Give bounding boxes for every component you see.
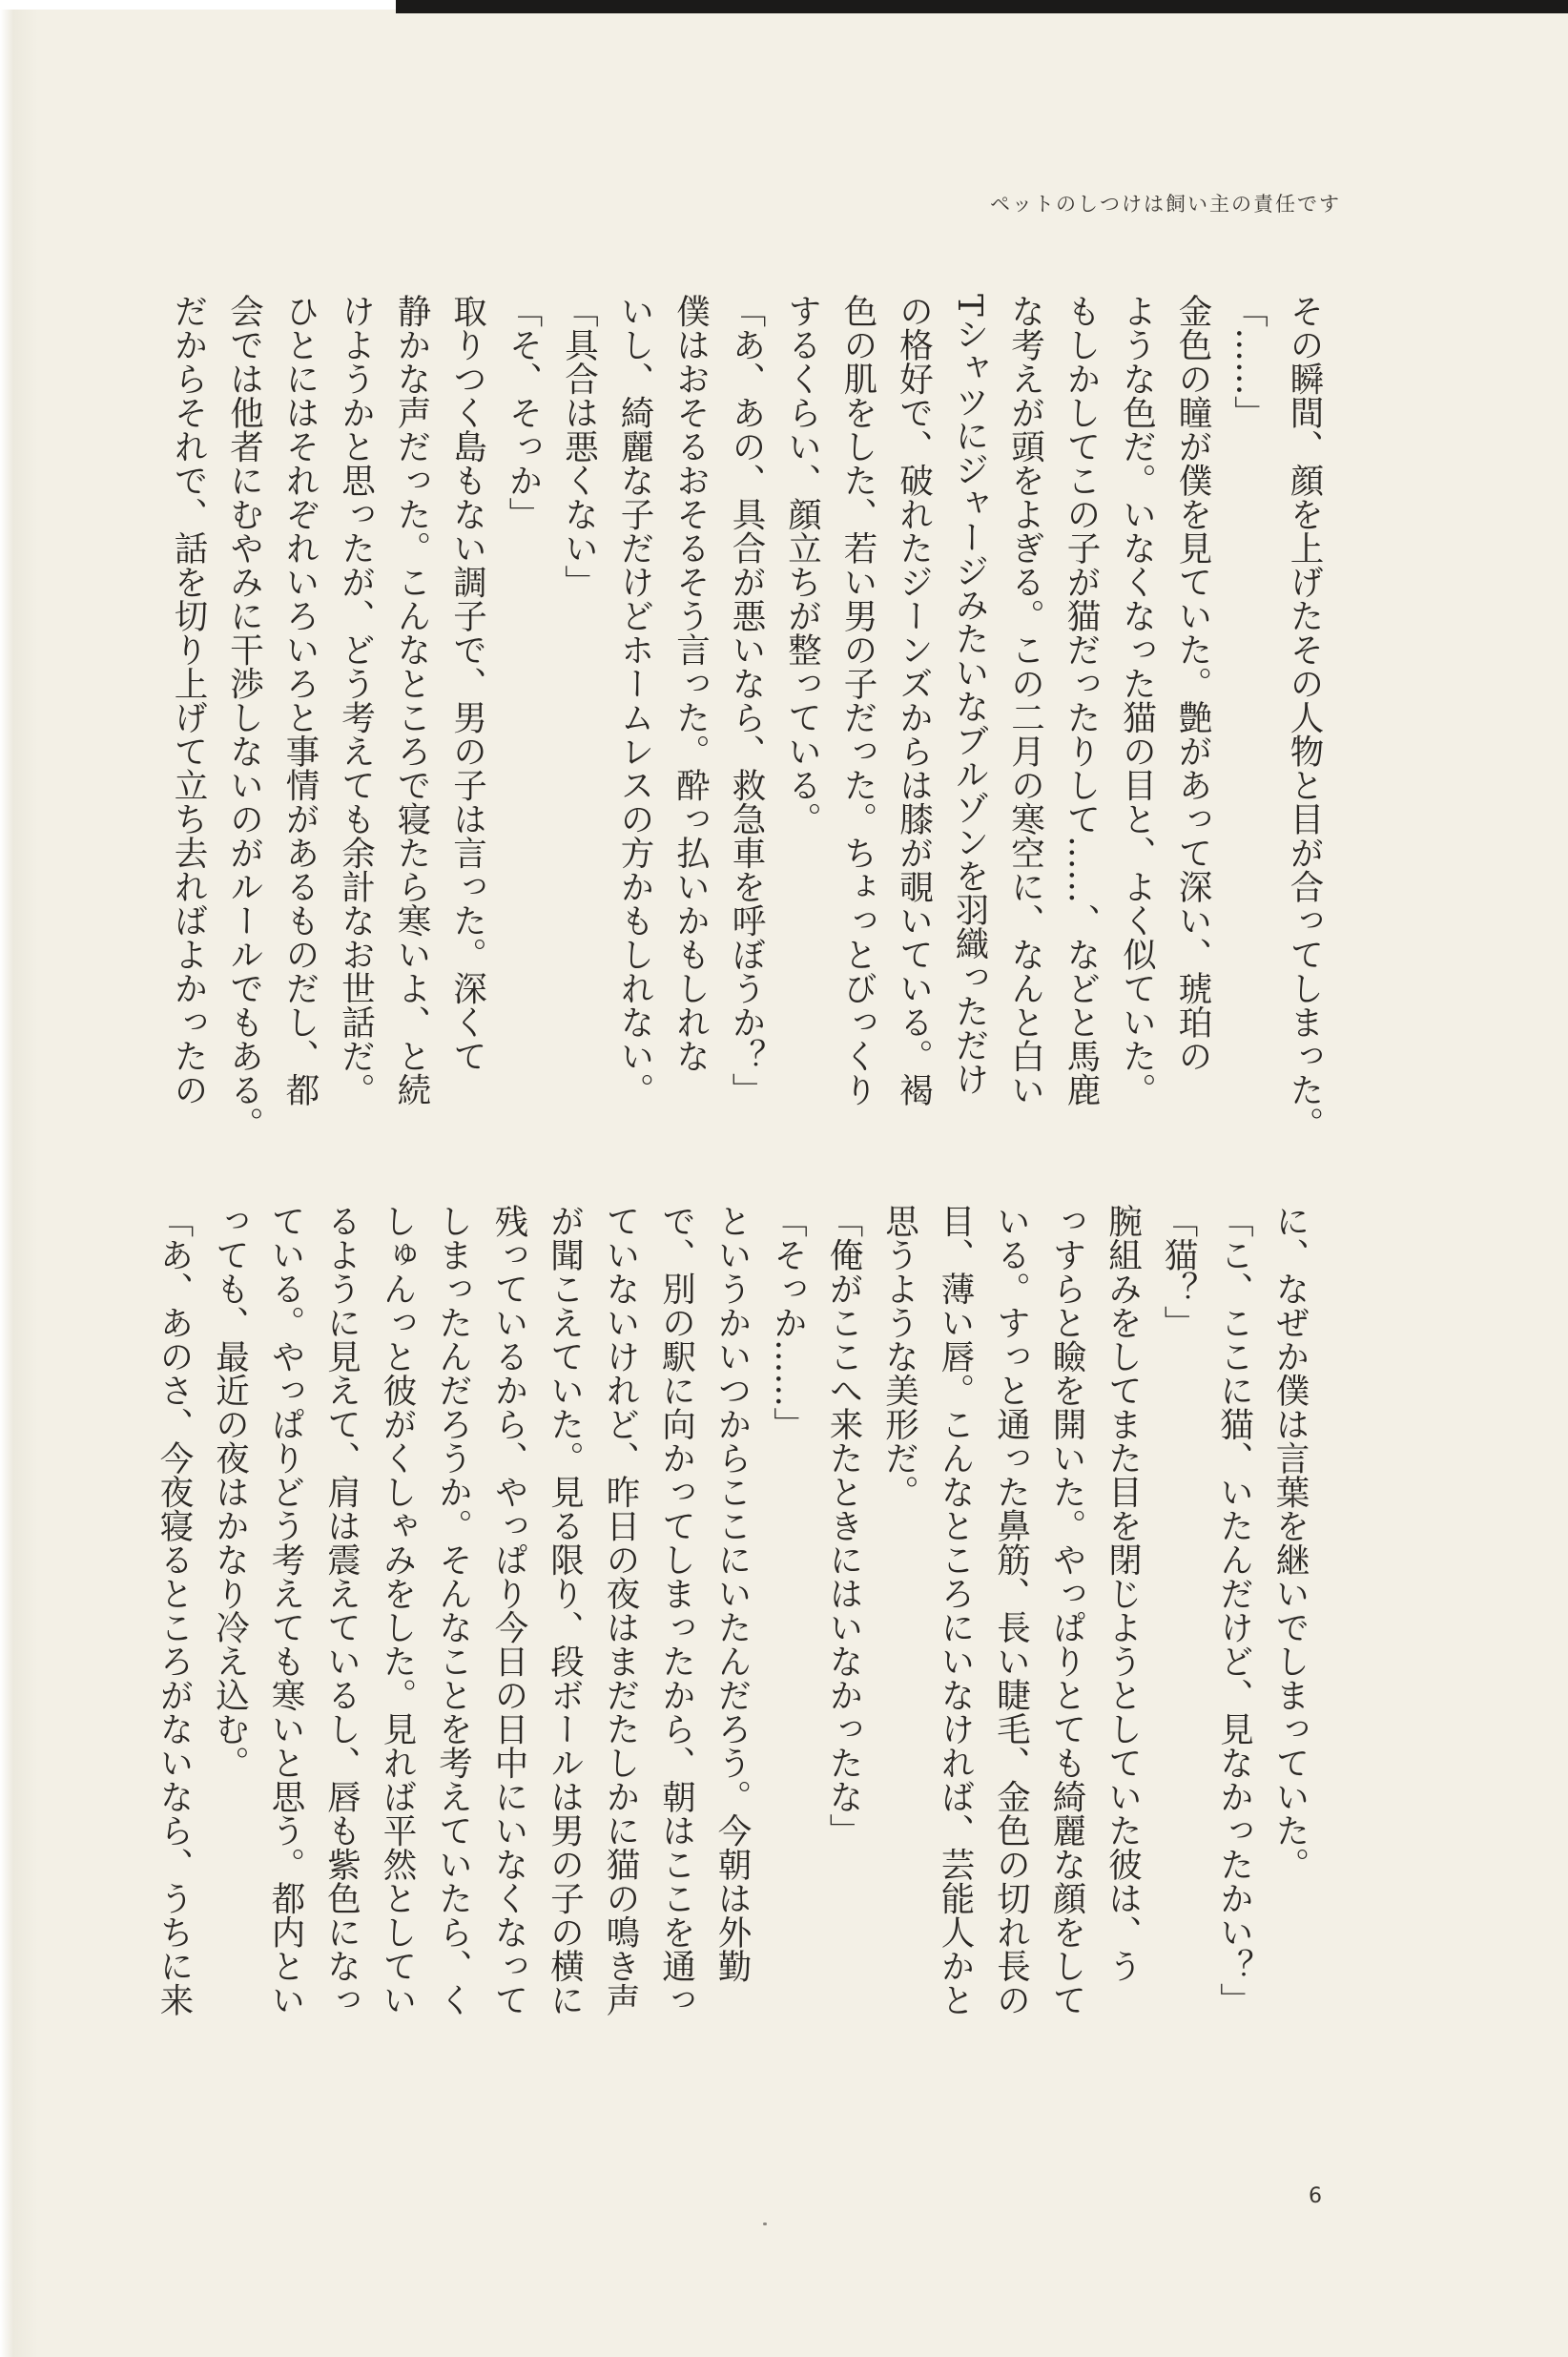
text-line: 「具合は悪くない」: [559, 294, 599, 599]
text-line: ような色だ。いなくなった猫の目と、よく似ていた。: [1117, 294, 1157, 1106]
scan-top-edge: [396, 0, 1568, 13]
text-line: しまったんだろうか。そんなことを考えていたら、く: [433, 1204, 473, 2016]
text-line: 「あ、あの、具合が悪いなら、救急車を呼ぼうか？」: [727, 294, 766, 1106]
text-line: けようかと思ったが、どう考えても余計なお世話だ。: [336, 294, 376, 1106]
text-line: するくらい、顔立ちが整っている。: [782, 294, 822, 836]
text-line: 取りつく島もない調子で、男の子は言った。深くて: [447, 294, 487, 1073]
text-line: だからそれで、話を切り上げて立ち去ればよかったの: [169, 294, 208, 1106]
text-line: ている。やっぱりどう考えても寒いと思う。都内とい: [266, 1204, 305, 2016]
text-line: しゅんっと彼がくしゃみをした。見れば平然としてい: [378, 1204, 417, 2016]
text-line: 「あ、あのさ、今夜寝るところがないなら、うちに来: [155, 1204, 194, 2016]
text-line: 思うような美形だ。: [879, 1204, 919, 1509]
text-line: 残っているから、やっぱり今日の日中にいなくなって: [489, 1204, 528, 2016]
text-line: 色の肌をした、若い男の子だった。ちょっとびっくり: [838, 294, 877, 1106]
text-line: もしかしてこの子が猫だったりして……、などと馬鹿: [1062, 294, 1101, 1106]
text-line: 「……」: [1228, 294, 1269, 429]
text-line: の格好で、破れたジーンズからは膝が覗いている。褐: [894, 294, 934, 1106]
text-line: Tシャツにジャージみたいなブルゾンを羽織っただけ: [950, 294, 989, 1096]
text-line: 金色の瞳が僕を見ていた。艶があって深い、琥珀の: [1173, 294, 1212, 1073]
text-line: 腕組みをしてまた目を閉じようとしていた彼は、う: [1103, 1204, 1143, 1983]
text-line: 静かな声だった。こんなところで寝たら寒いよ、と続: [392, 294, 431, 1106]
text-line: 「俺がここへ来たときにはいなかったな」: [824, 1204, 863, 1848]
text-line: 「そ、そっか」: [504, 294, 543, 531]
text-line: 僕はおそるおそるそう言った。酔っ払いかもしれな: [671, 294, 711, 1073]
text-line: っても、最近の夜はかなり冷え込む。: [210, 1204, 250, 1780]
text-line: 目、薄い唇。こんなところにいなければ、芸能人かと: [936, 1204, 975, 2016]
text-line: に、なぜか僕は言葉を継いでしまっていた。: [1270, 1204, 1310, 1881]
text-line: 「こ、ここに猫、いたんだけど、見なかったかい？」: [1214, 1204, 1254, 2016]
text-line: というかいつからここにいたんだろう。今朝は外勤: [712, 1204, 752, 1983]
text-line: な考えが頭をよぎる。この二月の寒空に、なんと白い: [1005, 294, 1045, 1106]
text-line: ていないけれど、昨日の夜はまだたしかに猫の鳴き声: [601, 1204, 640, 2016]
text-line: ひとにはそれぞれいろいろと事情があるものだし、都: [280, 294, 320, 1106]
text-line: 「猫？」: [1159, 1204, 1198, 1339]
text-line: っすらと瞼を開いた。やっぱりとても綺麗な顔をして: [1047, 1204, 1086, 2016]
page-gutter-shadow: [0, 0, 38, 2357]
text-line: いる。すっと通った鼻筋、長い睫毛、金色の切れ長の: [991, 1204, 1031, 2016]
text-line: いし、綺麗な子だけどホームレスの方かもしれない。: [615, 294, 654, 1106]
running-head: ペットのしつけは飼い主の責任です: [990, 193, 1341, 216]
text-line: るように見えて、肩は震えているし、唇も紫色になっ: [321, 1204, 361, 2016]
scan-speck: [763, 2223, 767, 2225]
lower-text-block: [146, 1204, 1318, 2043]
text-line: が聞こえていた。見る限り、段ボールは男の子の横に: [545, 1204, 585, 2016]
text-line: 「そっか……」: [768, 1204, 808, 1441]
text-line: で、別の駅に向かってしまったから、朝はここを通っ: [656, 1204, 696, 2016]
page-number: 6: [1309, 2184, 1322, 2208]
upper-text-block: [160, 294, 1332, 1190]
text-line: 会では他者にむやみに干渉しないのがルールでもある。: [224, 294, 264, 1141]
text-line: その瞬間、顔を上げたその人物と目が合ってしまった。: [1285, 294, 1324, 1141]
